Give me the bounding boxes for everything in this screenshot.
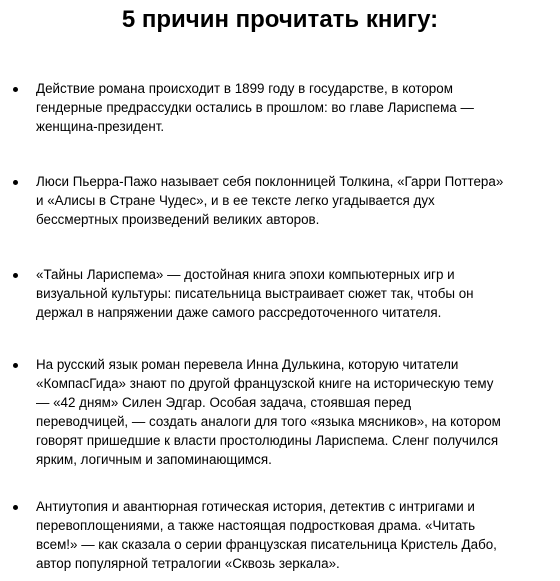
reason-line: «КомпасГида» знают по другой французской книге на историческую тему	[36, 376, 494, 391]
reason-line: ярким, логичным и запоминающимся.	[36, 452, 272, 467]
reason-text-3	[36, 265, 551, 322]
bullet-icon	[13, 273, 18, 278]
reason-line: и «Алисы в Стране Чудес», и в ее тексте легко угадывается дух	[36, 193, 435, 208]
reason-line: На русский язык роман перевела Инна Дулькина, которую читатели	[36, 357, 459, 372]
bullet-icon	[13, 363, 18, 368]
reason-text-4	[36, 355, 551, 469]
reason-text-2	[36, 172, 551, 229]
reason-line: — «42 дням» Силен Эдгар. Особая задача, стоявшая перед	[36, 395, 412, 410]
reason-line: Люси Пьерра-Пажо называет себя поклонницей Толкина, «Гарри Поттера»	[36, 174, 504, 189]
reason-text-5	[36, 497, 551, 573]
bullet-icon	[13, 180, 18, 185]
bullet-icon	[13, 505, 18, 510]
reason-line: Антиутопия и авантюрная готическая история, детектив с интригами и	[36, 499, 475, 514]
reason-line: бессмертных произведений великих авторов.	[36, 212, 320, 227]
reason-line: женщина-президент.	[36, 119, 165, 134]
reason-line: Действие романа происходит в 1899 году в государстве, в котором	[36, 81, 453, 96]
reason-line: переводчицей, — создать аналоги для того «языка мясников», на котором	[36, 414, 501, 429]
reason-line: перевоплощениями, а также настоящая подростковая драма. «Читать	[36, 518, 476, 533]
bullet-icon	[13, 87, 18, 92]
reason-line: автор популярной тетралогии «Сквозь зеркала».	[36, 556, 340, 571]
reason-text-1	[36, 79, 551, 136]
reason-line: держал в напряжении даже самого рассредоточенного читателя.	[36, 305, 442, 320]
page-title: 5 причин прочитать книгу:	[121, 6, 439, 33]
reason-line: всем!» — как сказала о серии французская писательница Кристель Дабо,	[36, 537, 497, 552]
reason-line: визуальной культуры: писательница выстраивает сюжет так, чтобы он	[36, 286, 474, 301]
reason-line: гендерные предрассудки остались в прошлом: во главе Лариспема —	[36, 100, 474, 115]
reason-line: говорят пришедшие к власти простолюдины Лариспема. Сленг получился	[36, 433, 499, 448]
reason-line: «Тайны Лариспема» — достойная книга эпохи компьютерных игр и	[36, 267, 455, 282]
